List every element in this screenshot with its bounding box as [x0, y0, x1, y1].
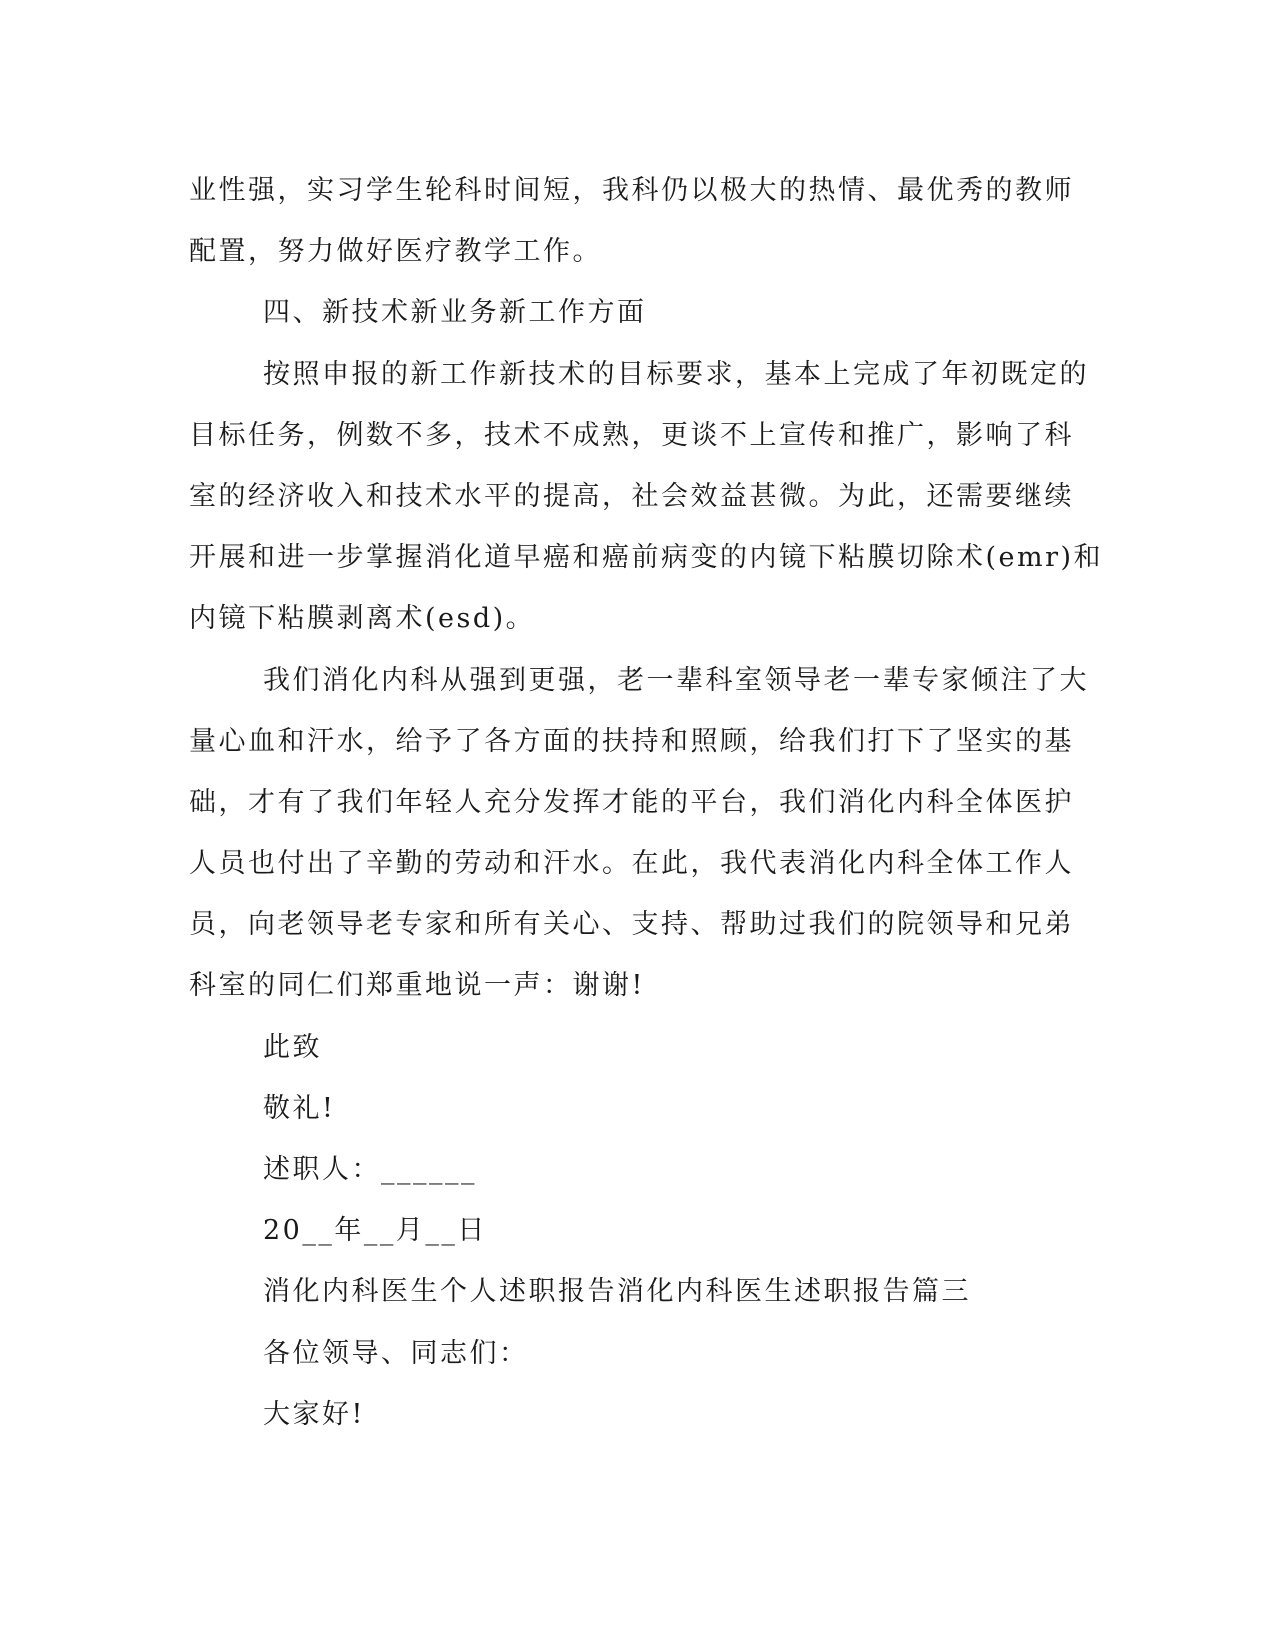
paragraph-line: 员，向老领导老专家和所有关心、支持、帮助过我们的院领导和兄弟 [189, 909, 1074, 941]
greeting-line: 大家好! [263, 1398, 365, 1430]
paragraph-line: 科室的同仁们郑重地说一声：谢谢! [189, 970, 645, 1002]
closing-regards: 敬礼! [263, 1092, 336, 1124]
section-heading: 四、新技术新业务新工作方面 [263, 297, 647, 329]
paragraph-line: 配置，努力做好医疗教学工作。 [189, 236, 602, 268]
paragraph-line: 开展和进一步掌握消化道早癌和癌前病变的内镜下粘膜切除术(emr)和 [189, 542, 1104, 574]
paragraph-line: 目标任务，例数不多，技术不成熟，更谈不上宣传和推广，影响了科 [189, 419, 1074, 451]
paragraph-line: 业性强，实习学生轮科时间短，我科仍以极大的热情、最优秀的教师 [189, 175, 1074, 206]
paragraph-line: 人员也付出了辛勤的劳动和汗水。在此，我代表消化内科全体工作人 [189, 848, 1074, 880]
reporter-signature-line: 述职人：______ [263, 1154, 477, 1185]
paragraph-line: 础，才有了我们年轻人充分发挥才能的平台，我们消化内科全体医护 [189, 786, 1074, 818]
paragraph-line: 量心血和汗水，给予了各方面的扶持和照顾，给我们打下了坚实的基 [189, 725, 1074, 757]
closing-salutation: 此致 [263, 1031, 322, 1063]
greeting-line: 各位领导、同志们： [263, 1337, 529, 1369]
paragraph-line: 按照申报的新工作新技术的目标要求，基本上完成了年初既定的 [263, 358, 1089, 390]
paragraph-line: 内镜下粘膜剥离术(esd)。 [189, 603, 536, 635]
document-body [189, 160, 1104, 1445]
paragraph-line: 我们消化内科从强到更强，老一辈科室领导老一辈专家倾注了大 [263, 664, 1089, 696]
date-line: 20__年__月__日 [263, 1215, 487, 1247]
paragraph-line: 室的经济收入和技术水平的提高，社会效益甚微。为此，还需要继续 [189, 480, 1074, 512]
section-title: 消化内科医生个人述职报告消化内科医生述职报告篇三 [263, 1276, 971, 1308]
